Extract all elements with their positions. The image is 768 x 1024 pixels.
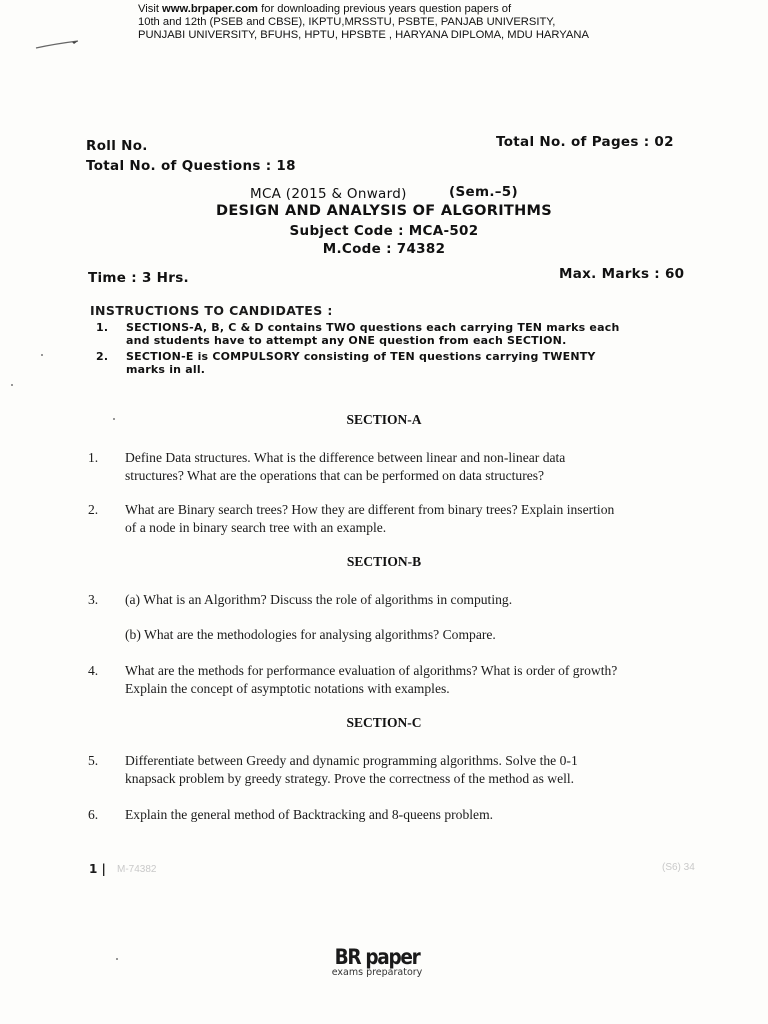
instructions-title: INSTRUCTIONS TO CANDIDATES :	[90, 303, 333, 318]
faint-code-right: (S6) 34	[662, 862, 695, 873]
semester: (Sem.–5)	[449, 184, 518, 200]
scan-speck	[116, 958, 118, 960]
instruction-item: 1. SECTIONS-A, B, C & D contains TWO questions each carrying TEN marks each and students have to attempt any ONE question from each SECTION.	[96, 321, 620, 347]
course-name: MCA (2015 & Onward)	[250, 186, 407, 202]
roll-no-label: Roll No.	[86, 138, 148, 154]
section-a-heading: SECTION-A	[346, 412, 422, 427]
total-pages: Total No. of Pages : 02	[496, 134, 674, 150]
brpaper-logo	[322, 946, 432, 978]
section-c-heading: SECTION-C	[346, 715, 422, 730]
banner-line-2: 10th and 12th (PSEB and CBSE), IKPTU,MRSSTU, PSBTE, PANJAB UNIVERSITY,	[138, 15, 556, 28]
page-number: 1 |	[89, 862, 106, 876]
subject-code: Subject Code : MCA-502	[289, 223, 479, 239]
logo-sub-text: exams preparatory	[331, 967, 423, 978]
faint-code-left: M-74382	[117, 864, 157, 875]
m-code: M.Code : 74382	[322, 241, 446, 257]
max-marks: Max. Marks : 60	[559, 266, 685, 282]
logo-main-text: BR paper	[334, 945, 420, 969]
scan-speck	[11, 384, 13, 386]
scan-speck	[41, 354, 43, 356]
top-banner	[138, 3, 738, 41]
subject-title: DESIGN AND ANALYSIS OF ALGORITHMS	[215, 203, 553, 219]
section-b-heading: SECTION-B	[346, 554, 422, 569]
time-label: Time : 3 Hrs.	[88, 270, 189, 286]
scan-speck	[113, 418, 115, 420]
pen-mark-decoration	[34, 40, 80, 50]
banner-line-1: Visit www.brpaper.com for downloading previous years question papers of	[138, 3, 512, 15]
instruction-item: 2. SECTION-E is COMPULSORY consisting of TEN questions carrying TWENTY marks in all.	[96, 350, 596, 376]
total-questions: Total No. of Questions : 18	[86, 158, 296, 174]
banner-site-link[interactable]: www.brpaper.com	[162, 3, 258, 15]
banner-line-3: PUNJABI UNIVERSITY, BFUHS, HPTU, HPSBTE , HARYANA DIPLOMA, MDU HARYANA	[138, 28, 589, 41]
